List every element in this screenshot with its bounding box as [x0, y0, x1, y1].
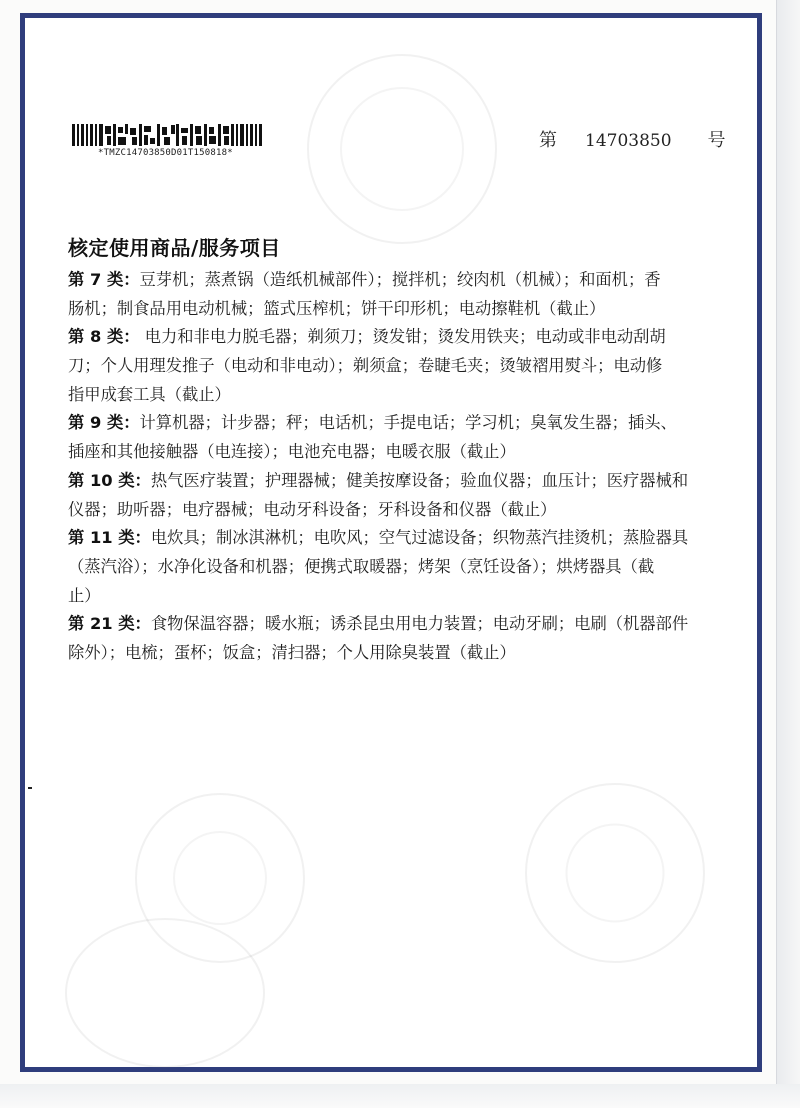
class-11-line-1 [68, 524, 716, 553]
watermark-seal-right [525, 783, 705, 963]
registration-number-value: 14703850 [585, 131, 672, 151]
class-label: 第 11 类： [68, 528, 151, 548]
class-21-line-1 [68, 610, 716, 639]
registration-prefix: 第 [539, 130, 557, 151]
scan-speck [28, 787, 32, 789]
barcode-text: *TMZC14703850D01T150818* [98, 148, 233, 158]
registration-suffix: 号 [707, 130, 726, 151]
class-21-text: 食物保温容器；暖水瓶；诱杀昆虫用电力装置；电动牙刷；电刷（机器部件 [150, 614, 689, 634]
class-label: 第 9 类： [68, 413, 140, 433]
watermark-seal-top [307, 54, 497, 244]
class-label: 第 7 类： [68, 270, 140, 289]
registration-number [539, 126, 726, 152]
section-title: 核定使用商品/服务项目 [68, 236, 281, 260]
class-7-line-1 [68, 266, 716, 295]
class-9-line-2: 插座和其他接触器（电连接）；电池充电器；电暖衣服（截止） [68, 442, 516, 462]
class-8-text: 电力和非电力脱毛器；剃须刀；烫发钳；烫发用铁夹；电动或非电动刮胡 [139, 327, 666, 347]
scan-edge-right [776, 0, 800, 1108]
class-8-line-1 [68, 323, 716, 352]
barcode-icon [72, 124, 267, 146]
class-9-text: 计算机器；计步器；秤；电话机；手提电话；学习机；臭氧发生器；插头、 [139, 413, 677, 433]
class-11-line-3: 止） [68, 585, 101, 605]
scan-edge-bottom [0, 1084, 800, 1108]
class-10-text: 热气医疗装置；护理器械；健美按摩设备；验血仪器；血压计；医疗器械和 [150, 470, 689, 490]
class-label: 第 21 类： [68, 614, 151, 634]
class-10-line-1 [68, 467, 716, 496]
class-8-line-3: 指甲成套工具（截止） [68, 384, 231, 404]
class-11-text: 电炊具；制冰淇淋机；电吹风；空气过滤设备；织物蒸汽挂烫机；蒸脸器具 [150, 528, 689, 548]
watermark-seal-bottom-left [65, 918, 265, 1068]
class-label: 第 10 类： [68, 470, 151, 490]
class-11-line-2: （蒸汽浴）；水净化设备和机器；便携式取暖器；烤架（烹饪设备）；烘烤器具（截 [68, 556, 655, 576]
class-9-line-1 [68, 409, 716, 438]
class-21-line-2: 除外）；电梳；蛋杯；饭盒；清扫器；个人用除臭装置（截止） [68, 642, 516, 662]
class-7-text: 豆芽机；蒸煮锅（造纸机械部件）；搅拌机；绞肉机（机械）；和面机；香 [139, 270, 661, 289]
class-8-line-2: 刀；个人用理发推子（电动和非电动）；剃须盒；卷睫毛夹；烫皱褶用熨斗；电动修 [68, 356, 663, 376]
barcode-block [72, 124, 267, 158]
goods-services-list [68, 266, 716, 668]
class-7-line-2: 肠机；制食品用电动机械；篮式压榨机；饼干印形机；电动擦鞋机（截止） [68, 298, 606, 318]
class-label: 第 8 类： [68, 327, 140, 347]
class-10-line-2: 仪器；助听器；电疗器械；电动牙科设备；牙科设备和仪器（截止） [68, 499, 557, 519]
